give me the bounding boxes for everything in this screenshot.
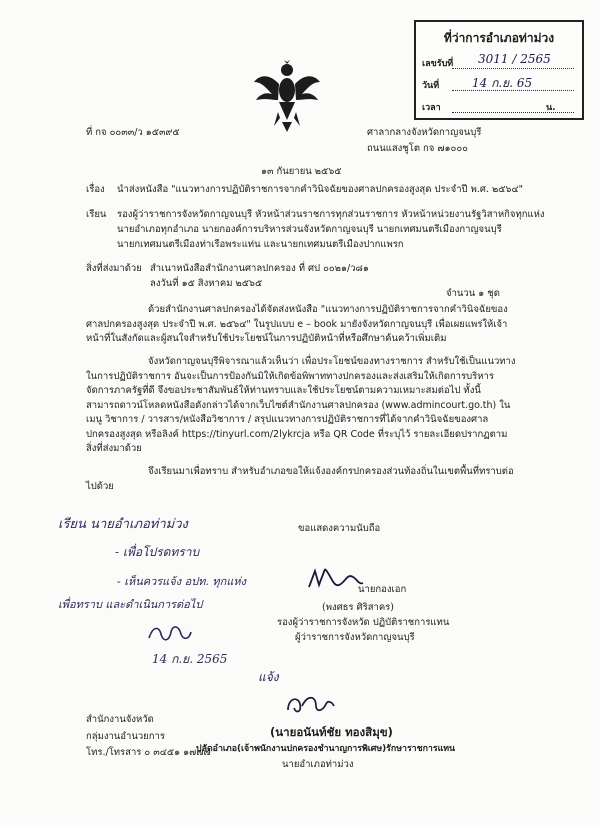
paragraph-1: ด้วยสำนักงานศาลปกครองได้จัดส่งหนังสือ "แนวทางการปฏิบัติราชการจากคำวินิจฉัยของศาลปกครองสูงสุด ประจำปี พ.ศ. ๒๕๖๔" ในรูปแบบ e – book มายังจังหวัดกาญจนบุรี เพื่อเผยแพร่ให้เจ้าหน้าที่ในสังกัดและผู้สนใจสำหรับใช้ประโยชน์ในการปฏิบัติหน้าที่หรือศึกษาค้นคว้าเพิ่มเติม: [86, 304, 508, 344]
signer-position-1: รองผู้ว่าราชการจังหวัด ปฏิบัติราชการแทน: [277, 617, 450, 628]
ref-label: สิ่งที่ส่งมาด้วย: [86, 263, 142, 274]
handwritten-line-4: เพื่อทราบ และดำเนินการต่อไป: [58, 598, 203, 611]
stamp-receive-label: เลขรับที่: [422, 59, 454, 69]
handwritten-note: แจ้ง: [258, 670, 279, 684]
stamp-position-1: ปลัดอำเภอ(เจ้าพนักงานปกครองชำนาญการพิเศษ)รักษาราชการแทน: [196, 744, 456, 754]
stamp-position-2: นายอำเภอท่าม่วง: [282, 759, 354, 770]
signer-name: (พงศธร ศิริสาคร): [322, 602, 394, 613]
sender-road: ถนนแสงชูโต กจ ๗๑๐๐๐: [367, 143, 468, 154]
stamp-time-label: เวลา: [422, 103, 441, 113]
doc-date: ๑๓ กันยายน ๒๕๖๕: [261, 166, 342, 177]
garuda-emblem: [252, 60, 322, 132]
closing-text: ขอแสดงความนับถือ: [298, 523, 381, 534]
to-line-2: นายอำเภอทุกอำเภอ นายกองค์การบริหารส่วนจังหวัดกาญจนบุรี นายกเทศมนตรีเมืองกาญจนบุรี: [117, 224, 502, 235]
paragraph-2: จังหวัดกาญจนบุรีพิจารณาแล้วเห็นว่า เพื่อประโยชน์ของทางราชการ สำหรับใช้เป็นแนวทางในการปฏิบัติราชการ อันจะเป็นการป้องกันมิให้เกิดข้อพิพาททางปกครองและส่งเสริมให้เกิดการบริหารจัดการภาครัฐที่ดี จึงขอประชาสัมพันธ์ให้ท่านทราบและใช้ประโยชน์ตามความเหมาะสมต่อไป ทั้งนี้ สามารถดาวน์โหลดหนังสือดังกล่าวได้จากเว็บไซต์สำนักงานศาลปกครอง (www.admincourt.go.th) ในเมนู วิชาการ / วารสาร/หนังสือวิชาการ / สรุปแนวทางการปฏิบัติราชการที่ได้จากคำวินิจฉัยของศาลปกครองสูงสุด หรือลิงค์ https://tinyurl.com/2lykrcja หรือ QR Code ที่ระบุไว้ รายละเอียดปรากฏตามสิ่งที่ส่งมาด้วย: [86, 356, 516, 454]
handwritten-line-2: - เพื่อโปรดทราบ: [115, 545, 200, 559]
to-line-3: นายกเทศมนตรีเมืองท่าเรือพระแท่น และนายกเทศมนตรีเมืองปากแพรก: [117, 239, 404, 250]
official-signature: [305, 565, 365, 595]
paragraph-3: จึงเรียนมาเพื่อทราบ สำหรับอำเภอขอให้แจ้งองค์กรปกครองส่วนท้องถิ่นในเขตพื้นที่ทราบต่อไปด้วย: [86, 466, 514, 492]
initials-signature: [145, 620, 195, 648]
stamp-receive-value: 3011 / 2565: [478, 52, 551, 66]
stamp-date-value: 14 ก.ย. 65: [472, 76, 533, 90]
signer-title: นายกองเอก: [358, 584, 407, 595]
footer-office: สำนักงานจังหวัด: [86, 714, 154, 725]
footer-group: กลุ่มงานอำนวยการ: [86, 731, 165, 742]
stamp-name: (นายอนันท์ชัย ทองสิมุข): [270, 725, 393, 739]
stamp-date-label: วันที่: [422, 81, 440, 91]
district-signature: [282, 690, 338, 720]
to-label: เรียน: [86, 209, 107, 220]
stamp-title: ที่ว่าการอำเภอท่าม่วง: [443, 31, 555, 45]
ref-line-1: สำเนาหนังสือสำนักงานศาลปกครอง ที่ ศป ๐๐๒๑/ว๘๑: [150, 263, 369, 274]
signer-position-2: ผู้ว่าราชการจังหวัดกาญจนบุรี: [295, 632, 415, 643]
subject-text: นำส่งหนังสือ "แนวทางการปฏิบัติราชการจากคำวินิจฉัยของศาลปกครองสูงสุด ประจำปี พ.ศ. ๒๕๖๔": [117, 184, 523, 195]
ref-quantity: จำนวน ๑ ชุด: [446, 288, 500, 299]
footer-tel: โทร./โทรสาร ๐ ๓๔๕๑ ๑๗๗๗: [86, 747, 211, 758]
sender-office: ศาลากลางจังหวัดกาญจนบุรี: [367, 127, 482, 138]
handwritten-line-1: เรียน นายอำเภอท่าม่วง: [58, 517, 188, 532]
receipt-stamp: [414, 20, 584, 120]
subject-label: เรื่อง: [86, 184, 105, 195]
to-line-1: รองผู้ว่าราชการจังหวัดกาญจนบุรี หัวหน้าส่วนราชการทุกส่วนราชการ หัวหน้าหน่วยงานรัฐวิสาหกิจทุกแห่ง: [117, 209, 545, 220]
ref-line-2: ลงวันที่ ๑๕ สิงหาคม ๒๕๖๕: [150, 278, 263, 289]
handwritten-date: 14 ก.ย. 2565: [152, 652, 228, 666]
stamp-time-value: น.: [546, 103, 556, 113]
handwritten-line-3: - เห็นควรแจ้ง อปท. ทุกแห่ง: [117, 575, 247, 588]
doc-number: ที่ กจ ๐๐๓๓/ว ๑๕๓๙๕: [86, 127, 180, 138]
